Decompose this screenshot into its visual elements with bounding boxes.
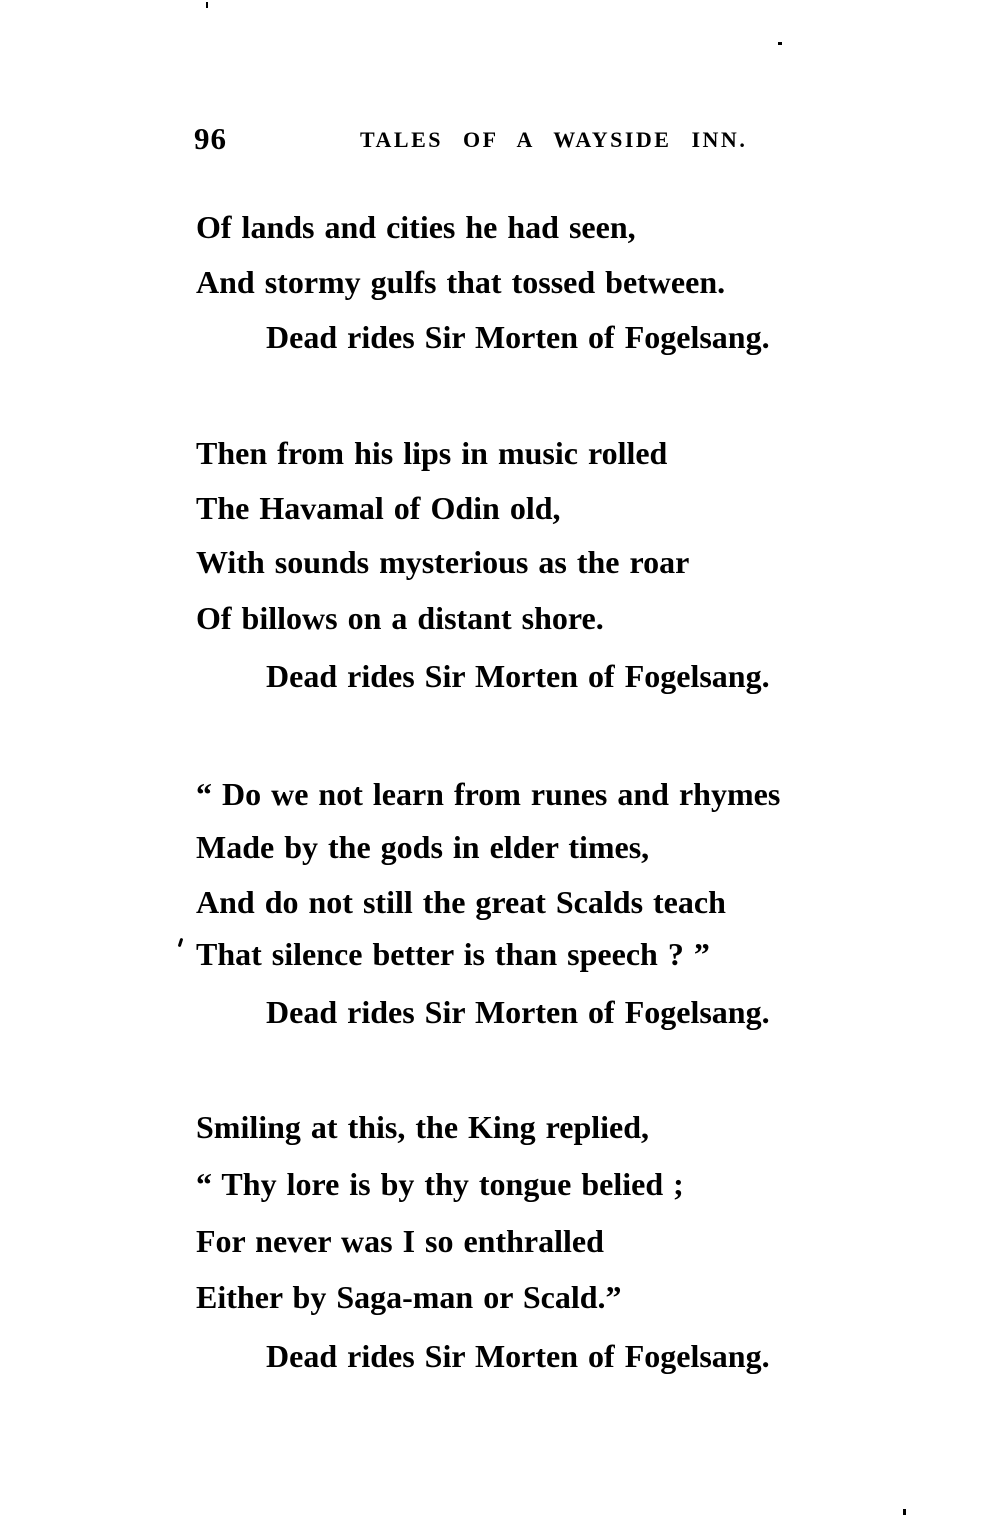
scan-speck-bottom-right <box>903 1509 906 1515</box>
poem-line: Of lands and cities he had seen, <box>196 209 636 245</box>
poem-line: Either by Saga-man or Scald.” <box>196 1279 622 1315</box>
poem-line: That silence better is than speech ? ” <box>196 936 710 972</box>
poem-line: And do not still the great Scalds teach <box>196 884 726 920</box>
poem-line: Made by the gods in elder times, <box>196 829 650 865</box>
poem-line: And stormy gulfs that tossed between. <box>196 264 726 300</box>
refrain-line: Dead rides Sir Morten of Fogelsang. <box>266 1338 770 1374</box>
poem-line: Then from his lips in music rolled <box>196 435 668 471</box>
poem-line: The Havamal of Odin old, <box>196 490 561 526</box>
poem-line: “ Thy lore is by thy tongue belied ; <box>196 1166 684 1202</box>
scan-speck-top-left <box>206 2 208 8</box>
refrain-line: Dead rides Sir Morten of Fogelsang. <box>266 319 770 355</box>
poem-line: “ Do we not learn from runes and rhymes <box>196 776 781 812</box>
poem-line: Smiling at this, the King replied, <box>196 1109 650 1145</box>
poem-line: For never was I so enthralled <box>196 1223 604 1259</box>
refrain-line: Dead rides Sir Morten of Fogelsang. <box>266 994 770 1030</box>
poem-line: With sounds mysterious as the roar <box>196 544 690 580</box>
refrain-line: Dead rides Sir Morten of Fogelsang. <box>266 658 770 694</box>
running-header: TALES OF A WAYSIDE INN. <box>360 127 748 152</box>
page-number: 96 <box>194 121 227 156</box>
scan-speck-top-right <box>778 42 782 45</box>
scan-speck-left-margin <box>178 938 184 947</box>
poem-line: Of billows on a distant shore. <box>196 600 604 636</box>
